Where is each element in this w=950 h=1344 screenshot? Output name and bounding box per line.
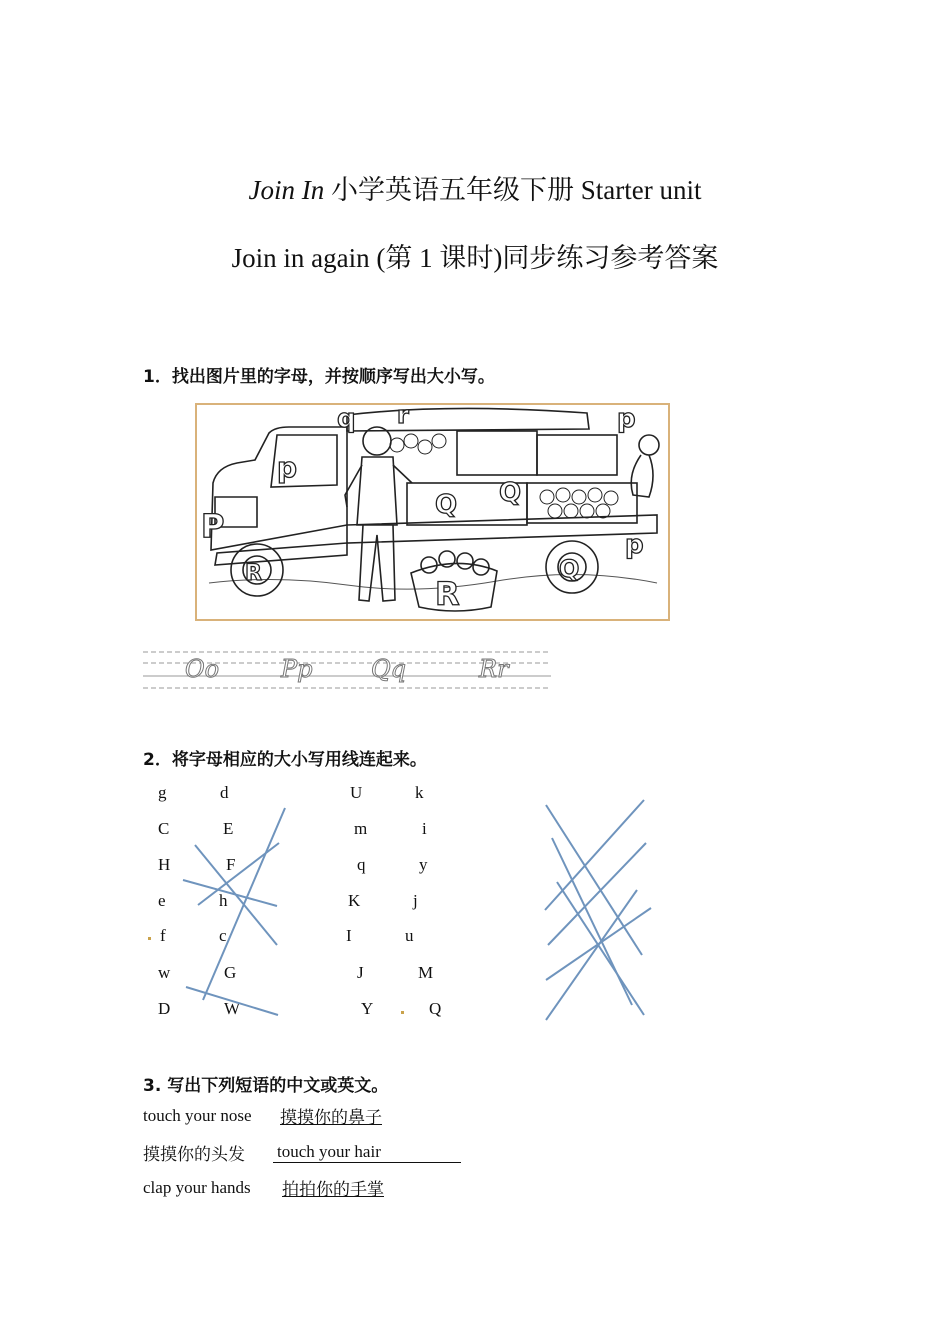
g2-left-6: J <box>357 963 364 982</box>
g2-right-1: k <box>415 783 424 802</box>
q3-heading: 3. 写出下列短语的中文或英文。 <box>143 1076 389 1096</box>
handwriting-2: Pp <box>281 655 313 683</box>
q3-answer-2: touch your hair <box>273 1142 461 1163</box>
g2-right-7: Q <box>429 999 442 1018</box>
g1-right-2: E <box>223 819 234 838</box>
g1-left-3: H <box>158 855 171 874</box>
g2-left-3: q <box>357 855 366 874</box>
g1-right-1: d <box>220 783 229 802</box>
g1-left-5: f <box>160 926 166 945</box>
g1-right-6: G <box>224 963 237 982</box>
title-rest: 小学英语五年级下册 Starter unit <box>324 175 702 205</box>
g1-right-3: F <box>226 855 236 874</box>
g2-right-3: y <box>419 855 428 874</box>
g2-left-2: m <box>354 819 368 838</box>
pic-letter-9: Q <box>499 478 522 508</box>
g1-right-5: c <box>219 926 227 945</box>
g1-left-2: C <box>158 819 170 838</box>
page-title-line2: Join in again (第 1 课时)同步练习参考答案 <box>231 243 719 273</box>
g1-right-4: h <box>219 891 228 910</box>
pic-letter-7: R <box>435 575 460 613</box>
handwriting-1: Oo <box>185 655 220 683</box>
pic-letter-8: Q <box>435 490 458 520</box>
pic-letter-5: P <box>201 507 225 545</box>
q3-prompt-1: touch your nose <box>143 1106 252 1125</box>
pic-letter-11: p <box>625 530 644 560</box>
g1-left-7: D <box>158 999 171 1018</box>
q1-heading: 1．找出图片里的字母，并按顺序写出大小写。 <box>143 367 495 387</box>
q3-answer-1: 摸摸你的鼻子 <box>280 1108 382 1128</box>
q3-prompt-2: 摸摸你的头发 <box>143 1145 245 1165</box>
handwriting-3: Qq <box>371 655 407 683</box>
title-italic: Join In <box>248 175 325 205</box>
g2-left-5: I <box>346 926 352 945</box>
pic-letter-3: p <box>617 405 636 434</box>
g2-left-7: Y <box>361 999 374 1018</box>
g2-right-6: M <box>418 963 434 982</box>
q3-prompt-3: clap your hands <box>143 1178 251 1197</box>
pic-letter-4: p <box>277 451 298 484</box>
g1-left-6: w <box>158 963 171 982</box>
g2-right-5: u <box>405 926 414 945</box>
pic-letter-1: q <box>337 405 356 434</box>
handwriting-4: Rr <box>479 655 509 683</box>
g1-left-4: e <box>158 891 166 910</box>
pic-letter-2: r <box>397 405 409 429</box>
g1-left-1: g <box>158 783 167 802</box>
g2-left-4: K <box>348 891 361 910</box>
g2-right-4: j <box>413 891 418 910</box>
pic-letter-10: Q <box>559 555 580 583</box>
g2-left-1: U <box>350 783 363 802</box>
pic-letter-6: R <box>245 561 262 586</box>
q3-answer-3: 拍拍你的手掌 <box>282 1180 384 1200</box>
q2-heading: 2．将字母相应的大小写用线连起来。 <box>143 750 427 770</box>
g1-right-7: W <box>224 999 241 1018</box>
g2-right-2: i <box>422 819 427 838</box>
